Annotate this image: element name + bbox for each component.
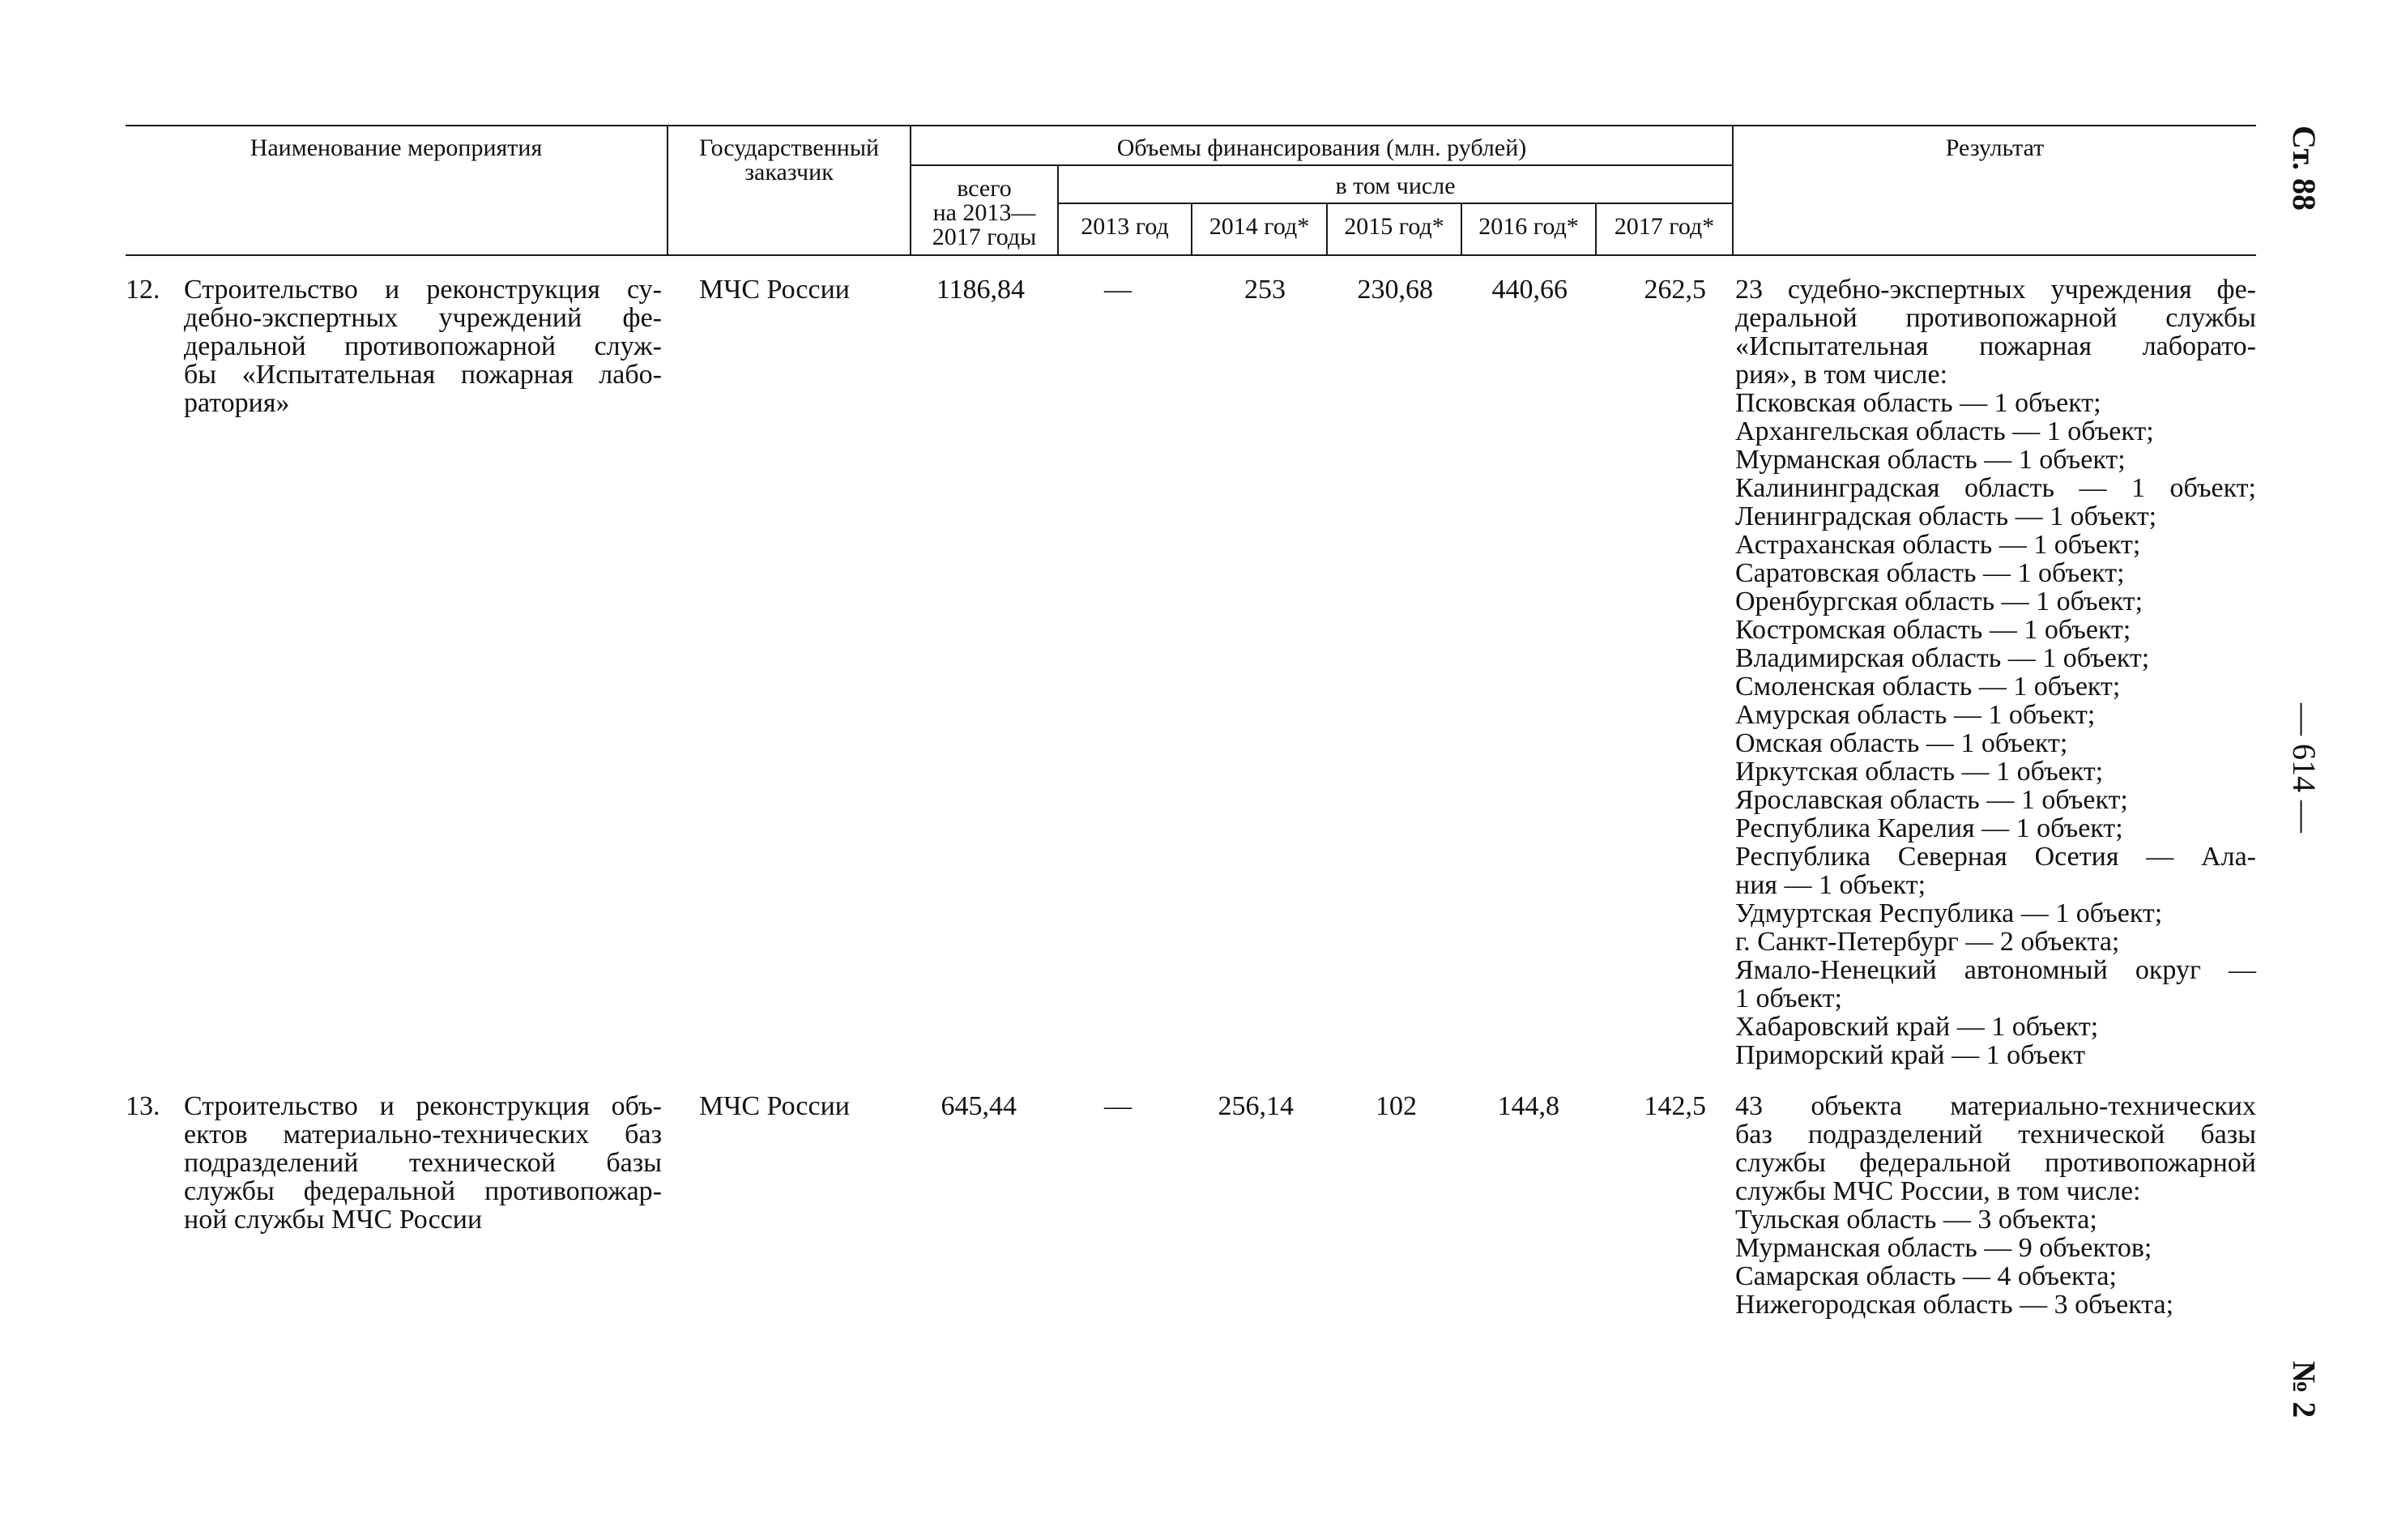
row-12-result-line: Мурманская область — 1 объект; — [1735, 445, 2126, 475]
header-year-2015: 2015 год* — [1344, 213, 1444, 240]
row-12-2013: — — [1104, 275, 1132, 305]
row-12-name-line: ратория» — [184, 388, 290, 418]
row-13-2014: 256,14 — [1218, 1091, 1294, 1121]
row-12-customer: МЧС России — [699, 275, 850, 305]
row-12-result-line: Калининградская область — 1 объект; — [1735, 473, 2256, 503]
row-12-result — [1735, 275, 2256, 1069]
row-13-name-line: Строительство и реконструкция объ- — [184, 1091, 662, 1121]
row-13-name-line: ной службы МЧС России — [184, 1205, 483, 1235]
row-12-result-line: Саратовская область — 1 объект; — [1735, 558, 2125, 588]
row-12-result-line: 1 объект; — [1735, 983, 1842, 1013]
row-12-result-line: «Испытательная пожарная лаборато- — [1735, 331, 2256, 361]
row-12-2017: 262,5 — [1644, 275, 1706, 305]
header-result: Результат — [1945, 134, 2045, 161]
row-12-total: 1186,84 — [936, 275, 1025, 305]
row-13-result-line: Самарская область — 4 объекта; — [1735, 1261, 2117, 1291]
row-12-result-line: Астраханская область — 1 объект; — [1735, 530, 2141, 560]
row-13-total: 645,44 — [941, 1091, 1017, 1121]
row-13-result-line: баз подразделений технической базы — [1735, 1120, 2256, 1150]
row-13-customer: МЧС России — [699, 1091, 850, 1121]
header-year-2013: 2013 год — [1081, 213, 1169, 240]
row-12-result-line: 23 судебно-экспертных учреждения фе- — [1735, 275, 2256, 305]
row-12-2014: 253 — [1244, 275, 1286, 305]
row-13-result-line: службы федеральной противопожарной — [1735, 1148, 2256, 1178]
header-funding: Объемы финансирования (млн. рублей) — [1116, 134, 1527, 161]
row-13-2013: — — [1104, 1091, 1132, 1121]
header-total-line2: на 2013— — [932, 199, 1036, 226]
row-12-result-line: Владимирская область — 1 объект; — [1735, 643, 2150, 673]
row-12-result-line: Амурская область — 1 объект; — [1735, 700, 2096, 730]
row-12-number: 12. — [126, 275, 160, 305]
row-13-number: 13. — [126, 1091, 160, 1121]
margin-page-number: — 614 — — [2286, 703, 2323, 833]
row-13-name — [184, 1092, 662, 1234]
row-12-result-line: ния — 1 объект; — [1735, 870, 1926, 900]
row-12-result-line: г. Санкт-Петербург — 2 объекта; — [1735, 927, 2120, 957]
row-12-result-line: Удмуртская Республика — 1 объект; — [1735, 898, 2163, 928]
row-12-result-line: Архангельская область — 1 объект; — [1735, 416, 2154, 446]
including-sub-rule — [1058, 203, 1734, 204]
row-12-result-line: Республика Северная Осетия — Ала- — [1735, 842, 2256, 872]
header-including: в том числе — [1335, 173, 1456, 199]
row-12-result-line: деральной противопожарной службы — [1735, 303, 2256, 333]
row-13-2015: 102 — [1376, 1091, 1417, 1121]
row-13-name-line: службы федеральной противопожар- — [184, 1176, 662, 1206]
table-top-rule — [126, 125, 2256, 126]
margin-article: Ст. 88 — [2286, 126, 2323, 211]
row-12-result-line: Республика Карелия — 1 объект; — [1735, 813, 2123, 843]
funding-sub-rule — [911, 164, 1734, 166]
row-12-name-line: деральной противопожарной служ- — [184, 331, 662, 361]
header-customer-line1: Государственный — [698, 134, 880, 161]
row-12-result-line: Костромская область — 1 объект; — [1735, 615, 2131, 645]
row-13-2017: 142,5 — [1644, 1091, 1706, 1121]
row-13-result-line: Тульская область — 3 объекта; — [1735, 1205, 2097, 1235]
row-12-result-line: Приморский край — 1 объект — [1735, 1040, 2086, 1070]
row-12-result-line: Ленинградская область — 1 объект; — [1735, 501, 2157, 531]
row-13-result-line: Мурманская область — 9 объектов; — [1735, 1233, 2152, 1263]
header-total-line1: всего — [957, 175, 1012, 202]
margin-issue: № 2 — [2286, 1361, 2323, 1418]
row-13-result-line: Нижегородская область — 3 объекта; — [1735, 1290, 2174, 1320]
row-12-name — [184, 275, 662, 417]
row-12-name-line: дебно-экспертных учреждений фе- — [184, 303, 662, 333]
header-year-2016: 2016 год* — [1478, 213, 1579, 240]
row-12-result-line: Ямало-Ненецкий автономный округ — — [1735, 955, 2256, 985]
row-12-result-line: Ярославская область — 1 объект; — [1735, 785, 2128, 815]
header-year-2014: 2014 год* — [1209, 213, 1310, 240]
row-13-name-line: ектов материально-технических баз — [184, 1120, 662, 1150]
row-12-2015: 230,68 — [1357, 275, 1433, 305]
row-12-result-line: Смоленская область — 1 объект; — [1735, 672, 2121, 702]
row-12-result-line: Оренбургская область — 1 объект; — [1735, 587, 2143, 616]
row-12-name-line: бы «Испытательная пожарная лабо- — [184, 360, 662, 390]
header-year-2017: 2017 год* — [1614, 213, 1715, 240]
row-12-2016: 440,66 — [1491, 275, 1568, 305]
row-12-result-line: Иркутская область — 1 объект; — [1735, 757, 2104, 787]
row-13-2016: 144,8 — [1497, 1091, 1559, 1121]
row-13-name-line: подразделений технической базы — [184, 1148, 662, 1178]
row-12-name-line: Строительство и реконструкция су- — [184, 275, 662, 305]
row-13-result-line: 43 объекта материально-технических — [1735, 1091, 2256, 1121]
row-12-result-line: Омская область — 1 объект; — [1735, 728, 2068, 758]
row-13-result — [1735, 1092, 2256, 1319]
row-12-result-line: Псковская область — 1 объект; — [1735, 388, 2101, 418]
row-12-result-line: рия», в том числе: — [1735, 360, 1948, 390]
header-total-line3: 2017 годы — [932, 224, 1037, 250]
header-customer-line2: заказчик — [744, 159, 834, 186]
header-name: Наименование мероприятия — [250, 134, 543, 161]
row-12-result-line: Хабаровский край — 1 объект; — [1735, 1012, 2099, 1042]
row-13-result-line: службы МЧС России, в том числе: — [1735, 1176, 2141, 1206]
